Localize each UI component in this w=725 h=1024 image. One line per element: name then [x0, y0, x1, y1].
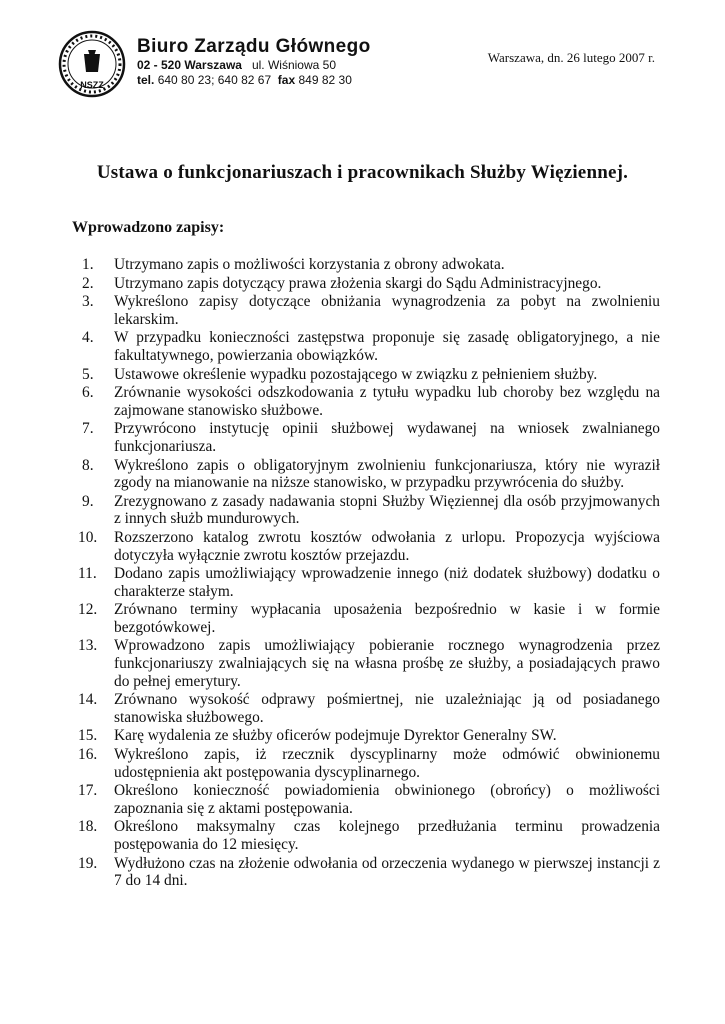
postal-code: 02 - 520 Warszawa [137, 58, 242, 72]
list-item-text: Zrównano terminy wypłacania uposażenia bezpośrednio w kasie i w formie bezgotówkowej. [114, 601, 660, 636]
list-item-text: Wydłużono czas na złożenie odwołania od orzeczenia wydanego w pierwszej instancji z 7 do 14 dni. [114, 854, 660, 890]
list-item [82, 457, 660, 492]
provisions-list [78, 256, 660, 891]
list-item-text: W przypadku konieczności zastępstwa proponuje się zasadę obligatoryjnego, a nie fakultatywnego, powierzania obowiązków. [114, 329, 660, 364]
list-item-text: Określono maksymalny czas kolejnego przedłużania terminu prowadzenia postępowania do 12 miesięcy. [114, 818, 660, 853]
list-item-text: Określono konieczność powiadomienia obwinionego (obrońcy) o możliwości zapoznania się z aktami postępowania. [114, 782, 660, 817]
list-item [78, 528, 660, 564]
list-item-number: 14. [78, 691, 98, 709]
list-item-text: Zrównano wysokość odprawy pośmiertnej, nie uzależniając ją od posiadanego stanowiska służbowego. [114, 691, 660, 726]
tel-label: tel. [137, 73, 155, 87]
list-item-number: 15. [78, 727, 98, 745]
list-item-number: 9. [82, 492, 94, 510]
list-item-number: 19. [78, 854, 98, 872]
list-item-number: 5. [82, 365, 94, 383]
document-title: Ustawa o funkcjonariuszach i pracownikach Służby Więziennej. [96, 162, 629, 183]
list-item [82, 420, 660, 455]
list-item [82, 384, 660, 419]
list-item-text: Rozszerzono katalog zwrotu kosztów odwołania z urlopu. Propozycja wyjściowa dotyczyła wyłącznie zwrotu kosztów przejazdu. [114, 528, 660, 564]
tel-number: 640 80 23; 640 82 67 [157, 73, 272, 87]
list-item [82, 256, 660, 274]
list-item-number: 1. [82, 256, 94, 273]
letterhead [137, 36, 371, 88]
street-address: ul. Wiśniowa 50 [251, 58, 337, 72]
list-item-number: 7. [82, 420, 94, 438]
list-item-text: Dodano zapis umożliwiający wprowadzenie innego (niż dodatek służbowy) dodatku o charakterze stałym. [114, 565, 660, 600]
list-item-text: Wykreślono zapis, iż rzecznik dyscyplinarny może odmówić obwinionemu udostępnienia akt postępowania dyscyplinarnego. [114, 746, 660, 781]
list-item [78, 746, 660, 781]
list-item [78, 782, 660, 817]
list-item-number: 10. [78, 528, 98, 546]
list-item [78, 727, 660, 745]
list-item [82, 293, 660, 328]
list-item [82, 493, 660, 528]
list-item [82, 366, 660, 384]
list-item [78, 818, 660, 853]
list-item-number: 2. [82, 274, 94, 292]
list-item-number: 4. [82, 329, 94, 347]
list-item-number: 11. [78, 565, 97, 583]
list-item [78, 565, 660, 600]
list-item-text: Utrzymano zapis o możliwości korzystania z obrony adwokata. [114, 256, 505, 273]
list-item [82, 329, 660, 364]
fax-number: 849 82 30 [298, 73, 352, 87]
address-line [137, 58, 371, 73]
list-item-text: Karę wydalenia ze służby oficerów podejmuje Dyrektor Generalny SW. [114, 727, 557, 745]
org-name: Biuro Zarządu Głównego [137, 36, 371, 57]
union-logo-icon [58, 30, 126, 98]
fax-label: fax [277, 73, 296, 87]
list-item-text: Utrzymano zapis dotyczący prawa złożenia skargi do Sądu Administracyjnego. [114, 274, 602, 292]
list-item [78, 601, 660, 636]
list-item [82, 275, 660, 293]
list-item-text: Wykreślono zapisy dotyczące obniżania wynagrodzenia za pobyt na zwolnieniu lekarskim. [114, 293, 660, 328]
list-item-number: 12. [78, 601, 98, 619]
contact-line [137, 73, 371, 88]
list-item-number: 3. [82, 293, 94, 311]
document-subtitle: Wprowadzono zapisy: [72, 219, 225, 236]
list-item [78, 637, 660, 690]
list-item-text: Przywrócono instytucję opinii służbowej wydawanej na wniosek zwalnianego funkcjonariusza. [114, 420, 660, 455]
list-item-text: Wprowadzono zapis umożliwiający pobieranie rocznego wynagrodzenia przez funkcjonariuszy zwalniających się na własna prośbę ze służby, a posiadających prawo do pełnej emerytury. [114, 637, 660, 690]
list-item-number: 17. [78, 782, 98, 800]
list-item-text: Wykreślono zapis o obligatoryjnym zwolnieniu funkcjonariusza, który nie wyraził zgody na mianowanie na niższe stanowisko, w przypadku przywrócenia do służby. [114, 456, 660, 492]
list-item-number: 16. [78, 746, 98, 764]
list-item-text: Ustawowe określenie wypadku pozostającego w związku z pełnieniem służby. [114, 365, 598, 383]
list-item-number: 18. [78, 818, 98, 836]
logo-text: NSZZ [80, 80, 104, 90]
list-item-number: 13. [78, 637, 98, 655]
list-item-text: Zrezygnowano z zasady nadawania stopni Służby Więziennej dla osób przyjmowanych z innych służb mundurowych. [114, 492, 660, 528]
list-item [78, 691, 660, 726]
list-item [78, 854, 660, 890]
document-date: Warszawa, dn. 26 lutego 2007 r. [487, 50, 655, 65]
list-item-number: 8. [82, 456, 94, 474]
list-item-number: 6. [82, 384, 94, 402]
list-item-text: Zrównanie wysokości odszkodowania z tytułu wypadku lub choroby bez względu na zajmowane stanowisko służbowe. [114, 384, 660, 419]
